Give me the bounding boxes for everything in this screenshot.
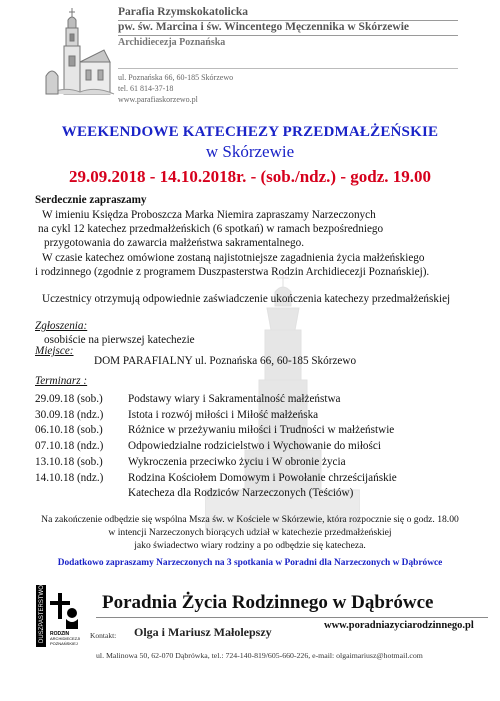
intro-line: przygotowania do zawarcia małżeństwa sakramentalnego. xyxy=(44,237,304,249)
schedule-topic: Odpowiedzialne rodzicielstwo i Wychowanie do miłości xyxy=(128,440,381,452)
additional-invitation: Dodatkowo zapraszamy Narzeczonych na 3 spotkania w Poradni dla Narzeczonych w Dąbrówce xyxy=(57,558,443,568)
registration-label: Zgłoszenia: xyxy=(35,320,88,332)
header-divider xyxy=(118,35,458,36)
schedule-date: 07.10.18 (ndz.) xyxy=(35,440,104,452)
contact-label: Kontakt: xyxy=(90,631,117,640)
counseling-website: www.poradniazyciarodzinnego.pl xyxy=(324,620,474,631)
event-location: w Skórzewie xyxy=(205,142,295,161)
parish-name: Parafia Rzymskokatolicka xyxy=(118,6,249,18)
program-line: i rodzinnego (zgodnie z programem Duszpasterstwa Rodzin Archidiecezji Poznańskiej). xyxy=(35,266,430,278)
parish-website: www.parafiaskorzewo.pl xyxy=(118,95,198,104)
registration-value: osobiście na pierwszej katechezie xyxy=(44,334,195,346)
schedule-topic: Wykroczenia przeciwko życiu i W obronie życia xyxy=(128,456,346,468)
logo-label-2: ARCHIDIECEZJI xyxy=(50,636,81,641)
counseling-address: ul. Malinowa 50, 62-070 Dąbrówka, tel.: 724-140-819/605-660-226, e-mail: olgaimariusz@hotmail.com xyxy=(96,651,423,660)
schedule-date: 06.10.18 (sob.) xyxy=(35,424,103,436)
schedule-date: 13.10.18 (sob.) xyxy=(35,456,103,468)
schedule-date: 30.09.18 (ndz.) xyxy=(35,409,104,421)
event-title: WEEKENDOWE KATECHEZY PRZEDMAŁŻEŃSKIE xyxy=(61,124,439,140)
certificate-note: Uczestnicy otrzymują odpowiednie zaświadczenie ukończenia katechezy przedmałżeńskiej xyxy=(42,293,451,305)
header-divider xyxy=(118,68,458,69)
intro-line: W imieniu Księdza Proboszcza Marka Niemira zapraszamy Narzeczonych xyxy=(42,209,376,221)
counseling-center-title: Poradnia Życia Rodzinnego w Dąbrówce xyxy=(102,592,434,613)
event-dates: 29.09.2018 - 14.10.2018r. - (sob./ndz.) - godz. 19.00 xyxy=(68,167,432,186)
schedule-topic: Istota i rozwój miłości i Miłość małżeńska xyxy=(128,409,319,421)
logo-label-1: RODZIN xyxy=(50,631,70,637)
parish-diocese: Archidiecezja Poznańska xyxy=(118,37,226,48)
schedule-label: Terminarz : xyxy=(35,375,88,387)
closing-line: jako świadectwo wiary rodziny a po odbędzie się katecheza. xyxy=(134,540,366,551)
greeting: Serdecznie zapraszamy xyxy=(35,194,147,206)
footer-divider xyxy=(96,617,488,618)
contact-names: Olga i Mariusz Małolepszy xyxy=(134,625,272,639)
schedule-topic: Rodzina Kościołem Domowym i Powołanie chrześcijańskie xyxy=(128,472,397,484)
parish-address: ul. Poznańska 66, 60-185 Skórzewo xyxy=(118,73,234,82)
schedule-topic: Podstawy wiary i Sakramentalność małżeństwa xyxy=(128,393,341,405)
logo-label-3: POZNAŃSKIEJ xyxy=(50,641,78,646)
family-ministry-logo xyxy=(36,585,88,647)
parish-patron: pw. św. Marcina i św. Wincentego Męczennika w Skórzewie xyxy=(118,21,410,33)
schedule-topic-continuation: Katecheza dla Rodziców Narzeczonych (Teściów) xyxy=(128,487,354,499)
logo-side-text: DUSZPASTERSTWO xyxy=(39,585,45,643)
program-line: W czasie katechez omówione zostaną najistotniejsze zagadnienia życia małżeńskiego xyxy=(42,252,425,264)
schedule-date: 29.09.18 (sob.) xyxy=(35,393,103,405)
church-icon xyxy=(44,6,116,102)
parish-phone: tel. 61 814-37-18 xyxy=(118,84,174,93)
place-label: Miejsce: xyxy=(35,345,74,357)
schedule-date: 14.10.18 (ndz.) xyxy=(35,472,104,484)
closing-line: w intencji Narzeczonych biorących udział w katechezie przedmałżeńskiej xyxy=(108,527,392,538)
intro-line: na cykl 12 katechez przedmałżeńskich (6 spotkań) w ramach bezpośredniego xyxy=(38,223,384,235)
closing-line: Na zakończenie odbędzie się wspólna Msza św. w Kościele w Skórzewie, która rozpocznie się o godz. 18.00 xyxy=(41,514,459,525)
place-value: DOM PARAFIALNY ul. Poznańska 66, 60-185 Skórzewo xyxy=(94,355,357,367)
schedule-topic: Różnice w przeżywaniu miłości i Trudności w małżeństwie xyxy=(128,424,395,436)
